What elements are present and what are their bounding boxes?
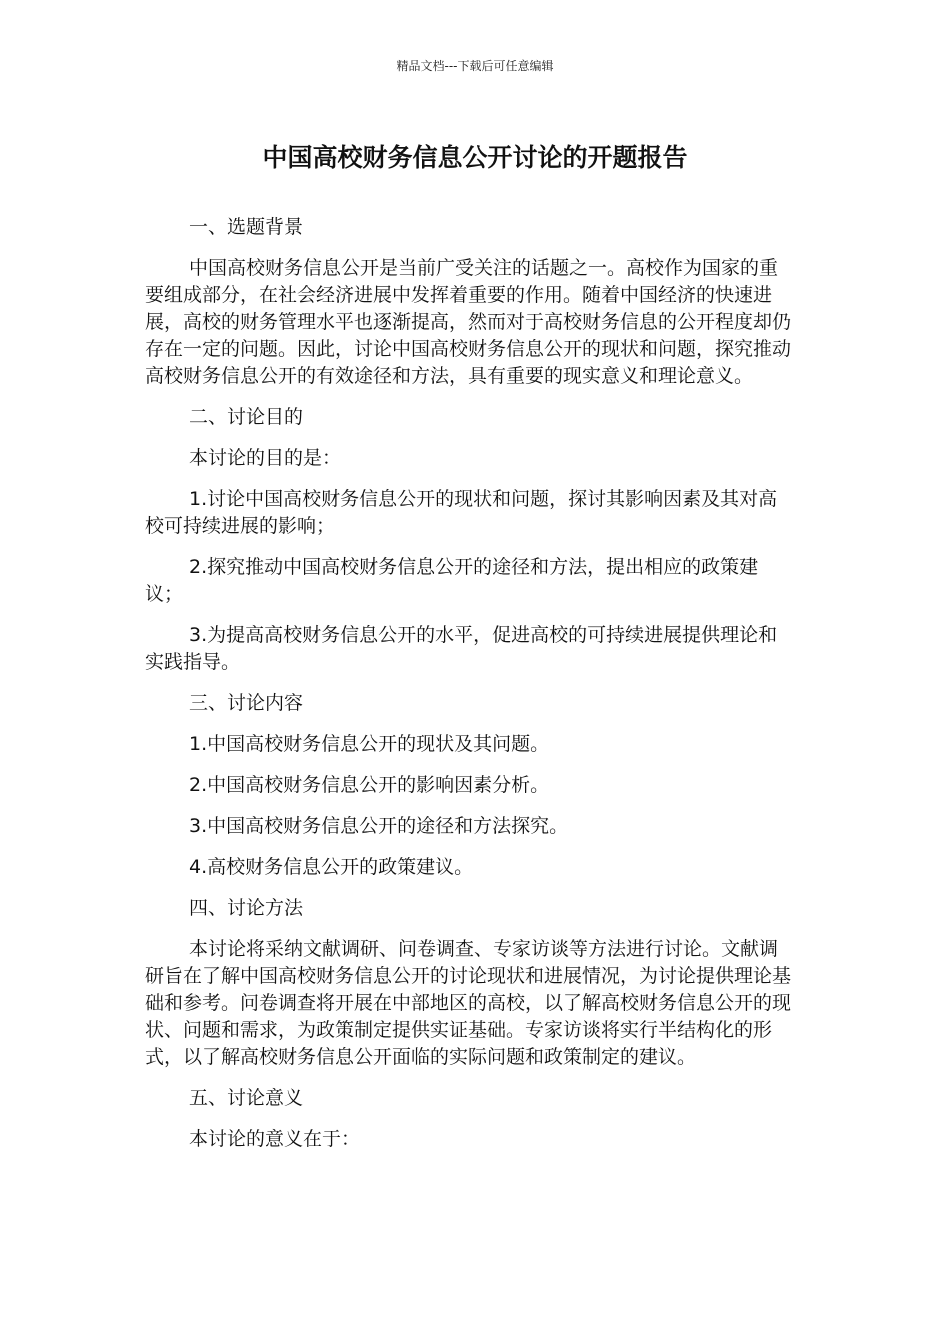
- section-heading: 一、选题背景: [189, 216, 304, 238]
- section-heading: 五、讨论意义: [189, 1087, 304, 1109]
- paragraph: 中国高校财务信息公开是当前广受关注的话题之一。高校作为国家的重要组成部分，在社会经济进展中发挥着重要的作用。随着中国经济的快速进展，高校的财务管理水平也逐渐提高，然而对于高校财务信息的公开程度却仍存在一定的问题。因此，讨论中国高校财务信息公开的现状和问题，探究推动高校财务信息公开的有效途径和方法，具有重要的现实意义和理论意义。: [145, 257, 792, 387]
- paragraph: 本讨论的目的是：: [189, 447, 342, 469]
- list-item: 3.为提高高校财务信息公开的水平，促进高校的可持续进展提供理论和实践指导。: [145, 624, 778, 673]
- section-heading: 四、讨论方法: [189, 897, 304, 919]
- list-item: 2.中国高校财务信息公开的影响因素分析。: [189, 774, 550, 796]
- list-item: 3.中国高校财务信息公开的途径和方法探究。: [189, 815, 569, 837]
- page-header-note: 精品文档---下载后可任意编辑: [396, 59, 554, 73]
- document-body: [145, 214, 793, 1167]
- paragraph: 本讨论将采纳文献调研、问卷调查、专家访谈等方法进行讨论。文献调研旨在了解中国高校财务信息公开的讨论现状和进展情况，为讨论提供理论基础和参考。问卷调查将开展在中部地区的高校，以了解高校财务信息公开的现状、问题和需求，为政策制定提供实证基础。专家访谈将实行半结构化的形式，以了解高校财务信息公开面临的实际问题和政策制定的建议。: [145, 938, 792, 1068]
- list-item: 4.高校财务信息公开的政策建议。: [189, 856, 474, 878]
- section-heading: 三、讨论内容: [189, 692, 304, 714]
- section-heading: 二、讨论目的: [189, 406, 304, 428]
- paragraph: 本讨论的意义在于：: [189, 1128, 361, 1150]
- list-item: 1.中国高校财务信息公开的现状及其问题。: [189, 733, 550, 755]
- list-item: 2.探究推动中国高校财务信息公开的途径和方法，提出相应的政策建议；: [145, 556, 759, 605]
- document-title: 中国高校财务信息公开讨论的开题报告: [262, 143, 688, 172]
- list-item: 1.讨论中国高校财务信息公开的现状和问题，探讨其影响因素及其对高校可持续进展的影响；: [145, 488, 778, 537]
